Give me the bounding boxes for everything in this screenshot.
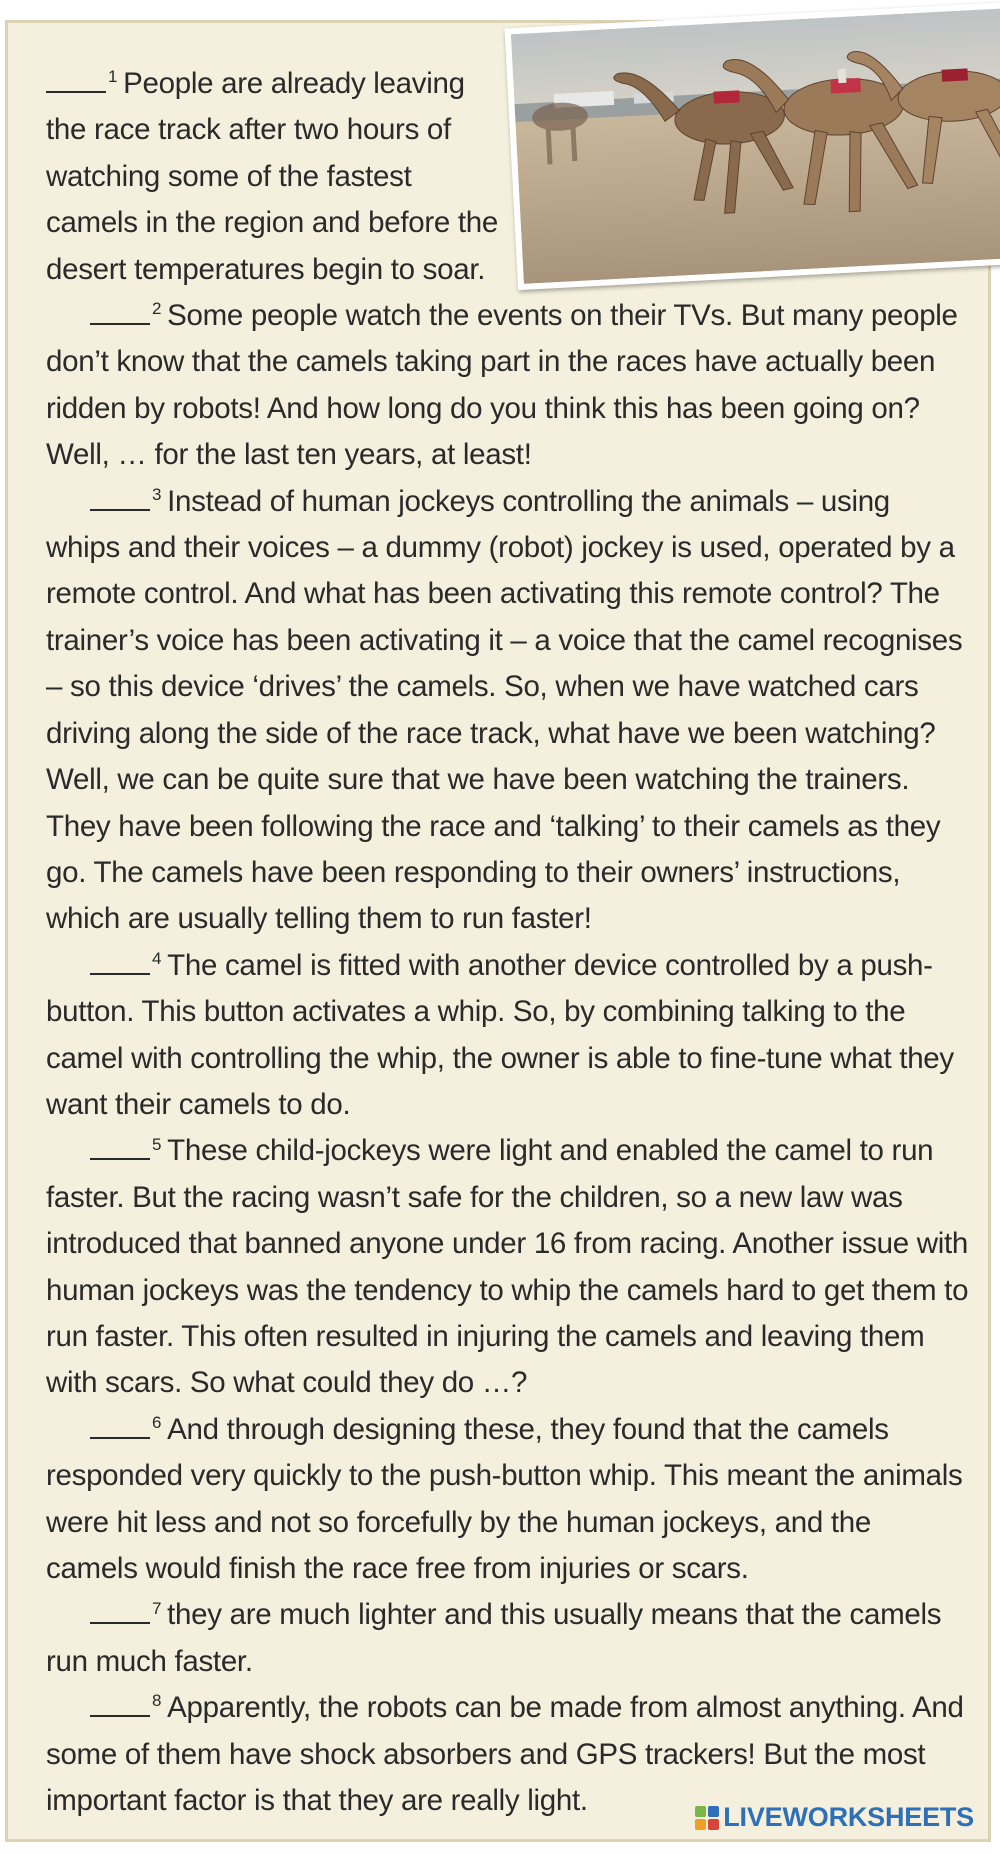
paragraph-text: People are already leaving the race track after two hours of watching some of the fastest camels in the region and before the desert temperatures begin to soar. bbox=[46, 67, 498, 286]
paragraph-number: 4 bbox=[152, 948, 162, 968]
answer-blank-2[interactable] bbox=[90, 296, 150, 325]
paragraph-text: Instead of human jockeys controlling the animals – using whips and their voices – a dummy (robot) jockey is used, operated by a remote control. And what has been activating this remote control? The trainer’s voice has been activating it – a voice that the camel recognises – so this device ‘drives’ the camels. So, when we have watched cars driving along the side of the race track, what have we been watching? Well, we can be quite sure that we have been watching the trainers. They have been following the race and ‘talking’ to their camels as they go. The camels have been responding to their owners’ instructions, which are usually telling them to run faster! bbox=[46, 484, 963, 936]
paragraph-text: These child-jockeys were light and enabled the camel to run faster. But the racing wasn’t safe for the children, so a new law was introduced that banned anyone under 16 from racing. Another issue with human jockeys was the tendency to whip the camels hard to get them to run faster. This often resulted in injuring the camels and leaving them with scars. So what could they do …? bbox=[46, 1134, 969, 1400]
article-body bbox=[46, 61, 970, 1824]
paragraph-text: Apparently, the robots can be made from almost anything. And some of them have shock absorbers and GPS trackers! But the most important factor is that they are really light. bbox=[46, 1691, 964, 1818]
paragraph-text: And through designing these, they found that the camels responded very quickly to the push-button whip. This meant the animals were hit less and not so forcefully by the human jockeys, and the camels would finish the race free from injuries or scars. bbox=[46, 1412, 963, 1585]
liveworksheets-icon bbox=[695, 1806, 719, 1830]
paragraph-text: The camel is fitted with another device controlled by a push-button. This button activates a whip. So, by combining talking to the camel with controlling the whip, the owner is able to fine-tune what they want their camels to do. bbox=[46, 948, 954, 1121]
paragraph-number: 2 bbox=[152, 299, 162, 319]
camel-race-image bbox=[511, 8, 1000, 284]
paragraph-number: 6 bbox=[152, 1412, 162, 1432]
paragraph-number: 1 bbox=[108, 67, 118, 87]
answer-blank-3[interactable] bbox=[90, 482, 150, 511]
paragraph-3 bbox=[46, 479, 970, 943]
answer-blank-4[interactable] bbox=[90, 946, 150, 975]
camel-race-photo bbox=[504, 2, 1000, 290]
paragraph-4 bbox=[46, 943, 970, 1129]
liveworksheets-logo bbox=[695, 1802, 974, 1833]
answer-blank-8[interactable] bbox=[90, 1688, 150, 1717]
paragraph-5 bbox=[46, 1128, 970, 1406]
brand-label: LIVEWORKSHEETS bbox=[723, 1802, 974, 1832]
answer-blank-5[interactable] bbox=[90, 1131, 150, 1160]
answer-blank-1[interactable] bbox=[46, 64, 106, 93]
answer-blank-6[interactable] bbox=[90, 1410, 150, 1439]
paragraph-number: 5 bbox=[152, 1134, 162, 1154]
answer-blank-7[interactable] bbox=[90, 1595, 150, 1624]
paragraph-number: 8 bbox=[152, 1691, 162, 1711]
worksheet-page bbox=[5, 20, 991, 1842]
paragraph-text: Some people watch the events on their TVs. But many people don’t know that the camels taking part in the races have actually been ridden by robots! And how long do you think this has been going on? Well, … for the last ten years, at least! bbox=[46, 299, 958, 472]
paragraph-text: they are much lighter and this usually means that the camels run much faster. bbox=[46, 1598, 942, 1678]
paragraph-6 bbox=[46, 1407, 970, 1593]
paragraph-number: 7 bbox=[152, 1598, 162, 1618]
paragraph-2 bbox=[46, 293, 970, 479]
paragraph-number: 3 bbox=[152, 484, 162, 504]
paragraph-7 bbox=[46, 1592, 970, 1685]
